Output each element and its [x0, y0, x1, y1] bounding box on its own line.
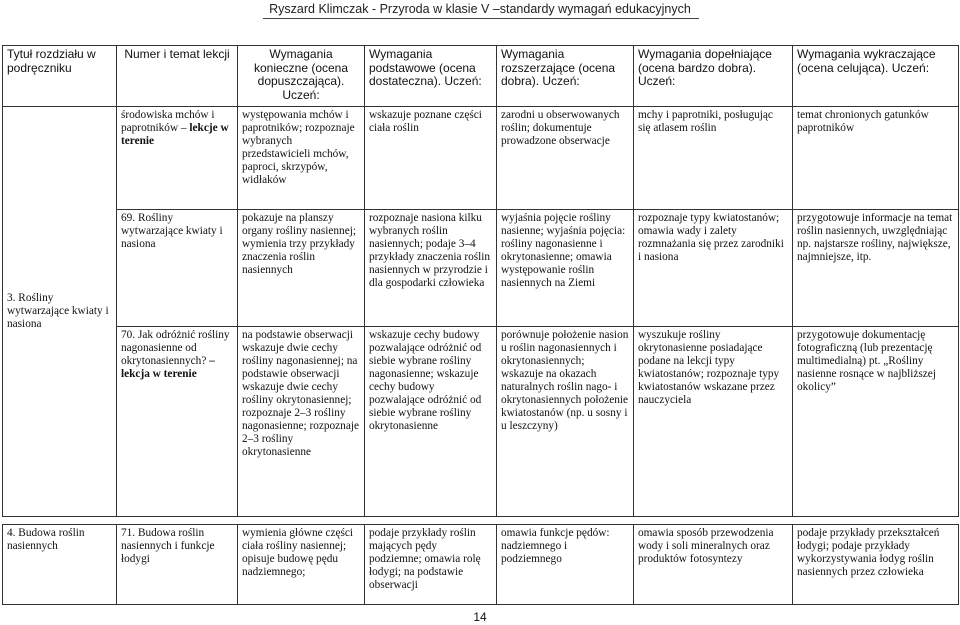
- col-header-complementary: Wymagania dopełniające (ocena bardzo dobra). Uczeń:: [634, 46, 793, 107]
- requirement-cell: wyjaśnia pojęcie rośliny nasienne; wyjaśnia pojęcia: rośliny nagonasienne i okrytonasienne; omawia występowanie roślin nasiennych na Ziemi: [497, 210, 634, 327]
- requirement-cell: przygotowuje informacje na temat roślin nasiennych, uwzględniając np. najstarsze rośliny, największe, najmniejsze, itp.: [793, 210, 959, 327]
- chapter-cell: 4. Budowa roślin nasiennych: [3, 525, 117, 605]
- requirement-cell: podaje przykłady roślin mających pędy podziemne; omawia rolę łodygi; na podstawie obserwacji: [365, 525, 497, 605]
- requirement-cell: przygotowuje dokumentację fotograficzną (lub prezentację multimedialną) pt. „Rośliny nasienne rosnące w najbliższej okolicy”: [793, 327, 959, 517]
- col-header-extended: Wymagania rozszerzające (ocena dobra). Uczeń:: [497, 46, 634, 107]
- lesson-cell: [117, 327, 238, 517]
- requirement-cell: zarodni u obserwowanych roślin; dokumentuje prowadzone obserwacje: [497, 107, 634, 210]
- lesson-text: środowiska mchów i paprotników –: [121, 109, 215, 134]
- requirement-cell: porównuje położenie nasion u roślin nagonasiennych i okrytonasiennych; wskazuje na okazach naturalnych roślin nago- i okrytonasiennych położenie kwiatostanów (np. u sosny i u leszczyny): [497, 327, 634, 517]
- lesson-text: 70. Jak odróżnić rośliny nagonasienne od okrytonasiennych?: [121, 329, 230, 367]
- document-header: Ryszard Klimczak - Przyroda w klasie V –standardy wymagań edukacyjnych: [269, 2, 691, 16]
- requirement-cell: rozpoznaje nasiona kilku wybranych roślin nasiennych; podaje 3–4 przykłady znaczenia roślin nasiennych w przyrodzie i dla gospodarki człowieka: [365, 210, 497, 327]
- requirement-cell: podaje przykłady przekształceń łodygi; podaje przykłady wykorzystywania łodyg roślin nasiennych przez człowieka: [793, 525, 959, 605]
- table-row: [3, 210, 959, 327]
- requirement-cell: pokazuje na planszy organy rośliny nasiennej; wymienia trzy przykłady znaczenia roślin nasiennych: [238, 210, 365, 327]
- requirement-cell: omawia funkcje pędów: nadziemnego i podziemnego: [497, 525, 634, 605]
- lesson-fieldwork-label: lekcje w terenie: [121, 122, 229, 147]
- requirements-table: [2, 45, 959, 605]
- requirement-cell: wyszukuje rośliny okrytonasienne posiadające podane na lekcji typy kwiatostanów; rozpoznaje typy kwiatostanów wskazane przez nauczyciela: [634, 327, 793, 517]
- col-header-lesson: Numer i temat lekcji: [117, 46, 238, 107]
- requirement-cell: rozpoznaje typy kwiatostanów; omawia wady i zalety rozmnażania się przez zarodniki i nasiona: [634, 210, 793, 327]
- requirement-cell: omawia sposób przewodzenia wody i soli mineralnych oraz produktów fotosyntezy: [634, 525, 793, 605]
- table-row: [3, 107, 959, 210]
- lesson-cell: 69. Rośliny wytwarzające kwiaty i nasiona: [117, 210, 238, 327]
- requirement-cell: wskazuje cechy budowy pozwalające odróżnić od siebie wybrane rośliny nagonasienne; wskazuje cechy budowy pozwalające odróżnić od siebie wybrane rośliny okrytonasienne: [365, 327, 497, 517]
- page-number: 14: [473, 610, 487, 624]
- requirement-cell: wymienia główne części ciała rośliny nasiennej; opisuje budowę pędu nadziemnego;: [238, 525, 365, 605]
- col-header-beyond: Wymagania wykraczające (ocena celująca). Uczeń:: [793, 46, 959, 107]
- col-header-basic: Wymagania podstawowe (ocena dostateczna). Uczeń:: [365, 46, 497, 107]
- requirement-cell: temat chronionych gatunków paprotników: [793, 107, 959, 210]
- lesson-fieldwork-label: – lekcja w terenie: [121, 355, 215, 380]
- table-row: [3, 327, 959, 517]
- col-header-required: Wymagania konieczne (ocena dopuszczająca). Uczeń:: [238, 46, 365, 107]
- requirement-cell: wskazuje poznane części ciała roślin: [365, 107, 497, 210]
- header-underline: [263, 18, 699, 19]
- requirement-cell: występowania mchów i paprotników; rozpoznaje wybranych przedstawicieli mchów, paproci, skrzypów, widłaków: [238, 107, 365, 210]
- requirement-cell: mchy i paprotniki, posługując się atlasem roślin: [634, 107, 793, 210]
- table-row: [3, 525, 959, 605]
- lesson-cell: 71. Budowa roślin nasiennych i funkcje łodygi: [117, 525, 238, 605]
- requirement-cell: na podstawie obserwacji wskazuje dwie cechy rośliny nagonasiennej; na podstawie obserwacji wskazuje dwie cechy rośliny okrytonasiennej; rozpoznaje 2–3 rośliny nagonasienne; rozpoznaje 2–3 rośliny okrytonasienne: [238, 327, 365, 517]
- spacer-row: [3, 517, 959, 525]
- col-header-chapter: Tytuł rozdziału w podręczniku: [3, 46, 117, 107]
- lesson-cell: [117, 107, 238, 210]
- chapter-cell: 3. Rośliny wytwarzające kwiaty i nasiona: [3, 107, 117, 517]
- header-row: [3, 46, 959, 107]
